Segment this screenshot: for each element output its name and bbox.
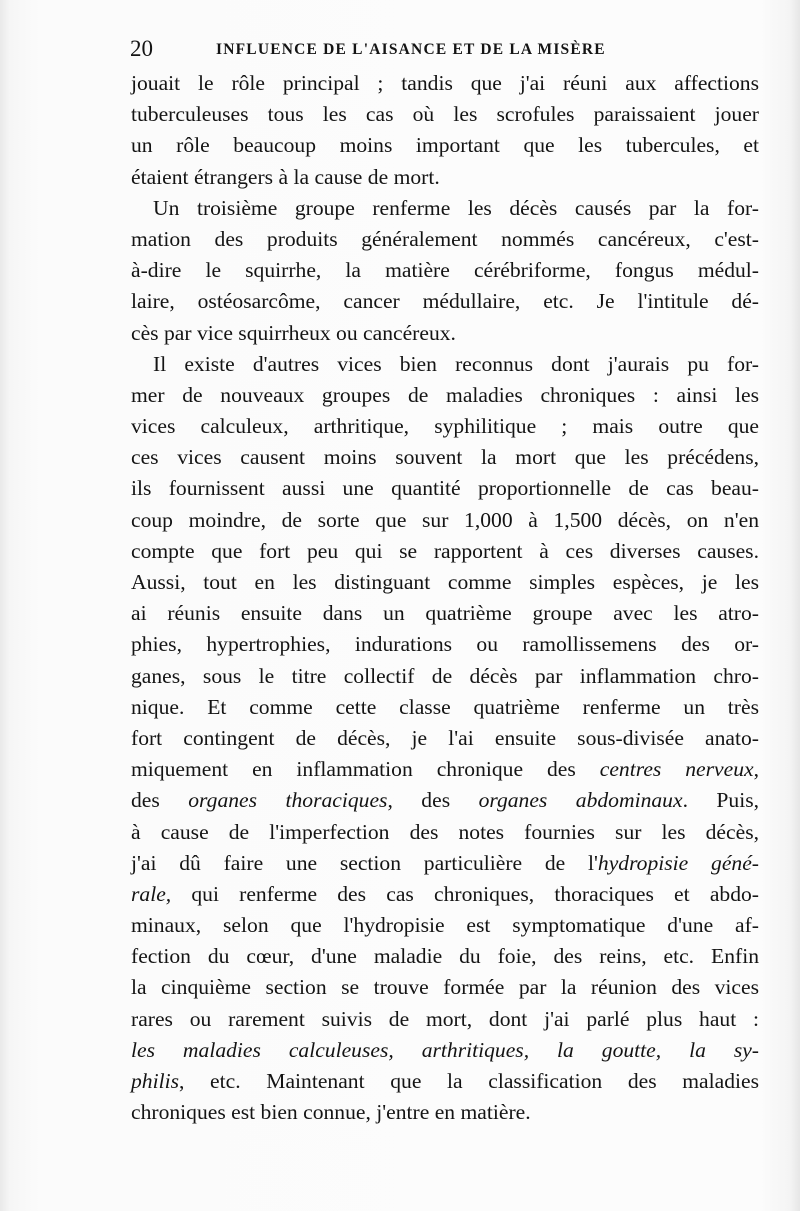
text-run: rares ou rarement suivis de mort, dont j'ai parlé plus haut : — [131, 1006, 759, 1031]
text-line — [131, 598, 759, 629]
text-line — [131, 910, 759, 941]
text-line — [131, 879, 759, 910]
text-line — [131, 68, 759, 99]
text-line — [131, 411, 759, 442]
text-line — [131, 817, 759, 848]
text-line — [131, 1004, 759, 1035]
text-line — [131, 1066, 759, 1097]
text-run: , etc. Maintenant que la classification des maladies — [179, 1069, 759, 1093]
text-run: coup moindre, de sorte que sur 1,000 à 1,500 décès, on n'en — [131, 507, 759, 532]
text-line — [131, 941, 759, 972]
page-header — [130, 34, 770, 64]
text-line — [131, 505, 759, 536]
page-number: 20 — [130, 36, 153, 61]
text-run: à cause de l'imperfection des notes fournies sur les décès, — [131, 819, 759, 844]
text-line — [131, 442, 759, 473]
text-line — [131, 785, 759, 816]
text-line — [131, 692, 759, 723]
text-line — [131, 1097, 759, 1128]
text-run: miquement en inflammation chronique des — [131, 757, 600, 782]
text-line — [131, 193, 759, 224]
text-run: laire, ostéosarcôme, cancer médullaire, etc. Je l'intitule dé- — [131, 289, 759, 314]
text-line — [131, 629, 759, 660]
text-run: fection du cœur, d'une maladie du foie, des reins, etc. Enfin — [131, 944, 759, 969]
text-run: fort contingent de décès, je l'ai ensuite sous-divisée anato- — [131, 725, 759, 750]
text-run: nique. Et comme cette classe quatrième renferme un très — [131, 694, 759, 719]
text-run: Un troisième groupe renferme les décès causés par la for- — [153, 195, 759, 220]
text-line — [131, 661, 759, 692]
text-line — [131, 754, 759, 785]
italic-text: les maladies calculeuses, arthritiques, la goutte, la sy- — [131, 1037, 759, 1062]
text-line — [131, 848, 759, 879]
text-run: mer de nouveaux groupes de maladies chroniques : ainsi les — [131, 382, 759, 407]
text-line — [131, 1035, 759, 1066]
text-line — [131, 972, 759, 1003]
italic-text: organes thoraciques — [188, 788, 388, 813]
text-run: étaient étrangers à la cause de mort. — [131, 164, 440, 189]
text-run: qui renferme des cas chroniques, thoraciques et abdo- — [171, 881, 759, 906]
text-run: Il existe d'autres vices bien reconnus dont j'aurais pu for- — [153, 351, 759, 376]
text-run: minaux, selon que l'hydropisie est symptomatique d'une af- — [131, 913, 759, 938]
text-run: vices calculeux, arthritique, syphilitique ; mais outre que — [131, 414, 759, 439]
text-run: ai réunis ensuite dans un quatrième groupe avec les atro- — [131, 601, 759, 626]
text-line — [131, 536, 759, 567]
text-line — [131, 349, 759, 380]
text-run: ganes, sous le titre collectif de décès par inflammation chro- — [131, 663, 759, 688]
text-run: un rôle beaucoup moins important que les tubercules, et — [131, 133, 759, 158]
text-line — [131, 567, 759, 598]
text-line — [131, 380, 759, 411]
text-run: tuberculeuses tous les cas où les scrofules paraissaient jouer — [131, 102, 759, 127]
text-run: , des — [387, 788, 479, 813]
text-run: la cinquième section se trouve formée par la réunion des vices — [131, 975, 759, 1000]
text-run: compte que fort peu qui se rapportent à ces diverses causes. — [131, 538, 759, 563]
italic-text: organes abdominaux — [478, 788, 683, 813]
text-run: jouait le rôle principal ; tandis que j'ai réuni aux affections — [131, 71, 759, 95]
text-line — [131, 162, 759, 193]
text-run: j'ai dû faire une section particulière de l' — [131, 850, 598, 875]
text-run: cès par vice squirrheux ou cancéreux. — [131, 320, 456, 345]
italic-text: philis — [131, 1069, 179, 1093]
text-run: phies, hypertrophies, indurations ou ramollissemens des or- — [131, 632, 759, 657]
text-line — [131, 99, 759, 130]
text-run: chroniques est bien connue, j'entre en matière. — [131, 1100, 531, 1125]
italic-text: hydropisie géné- — [597, 850, 759, 875]
text-run: . Puis, — [682, 788, 760, 813]
text-line — [131, 473, 759, 504]
text-run: Aussi, tout en les distinguant comme simples espèces, je les — [131, 570, 759, 594]
text-line — [131, 130, 759, 161]
italic-text: rale, — [131, 881, 172, 906]
text-line — [131, 224, 759, 255]
text-line — [131, 286, 759, 317]
italic-text: centres nerveux — [599, 757, 754, 782]
body-text — [131, 68, 759, 1128]
text-run: , — [753, 757, 759, 782]
text-run: ces vices causent moins souvent la mort que les précédens, — [131, 445, 759, 470]
text-run: à-dire le squirrhe, la matière cérébriforme, fongus médul- — [131, 258, 759, 283]
text-run: des — [131, 788, 189, 813]
text-line — [131, 318, 759, 349]
text-line — [131, 255, 759, 286]
text-line — [131, 723, 759, 754]
text-run: mation des produits généralement nommés cancéreux, c'est- — [131, 226, 759, 251]
text-run: ils fournissent aussi une quantité proportionnelle de cas beau- — [131, 476, 759, 501]
running-title: INFLUENCE DE L'AISANCE ET DE LA MISÈRE — [216, 41, 606, 58]
